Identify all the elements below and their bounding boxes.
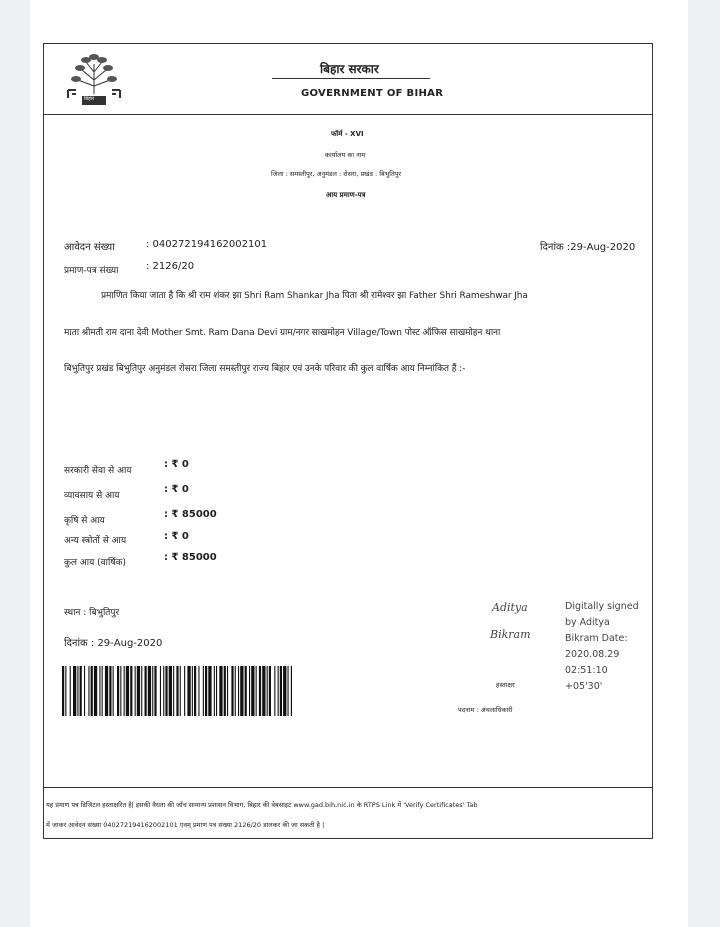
income-label-other: अन्य स्त्रोतों से आय <box>64 536 127 546</box>
footer-date: दिनांक : 29-Aug-2020 <box>64 638 163 649</box>
barcode-bar <box>184 666 185 716</box>
barcode-bar <box>152 666 153 716</box>
barcode-bar <box>117 666 119 716</box>
barcode-bar <box>205 666 207 716</box>
issue-date: दिनांक :29-Aug-2020 <box>540 242 636 253</box>
certificate-frame <box>43 43 653 839</box>
barcode-bar <box>291 666 292 716</box>
income-value-total: : ₹ 85000 <box>164 552 217 563</box>
barcode-bar <box>227 666 228 716</box>
place: स्थान : बिभुतिपुर <box>64 608 120 618</box>
barcode-bar <box>267 666 268 716</box>
header-divider <box>44 114 652 115</box>
barcode-bar <box>288 666 289 716</box>
designation: पदनाम : अंचलाधिकारी <box>458 706 513 714</box>
barcode-bar <box>65 666 66 716</box>
barcode-bar <box>154 666 156 716</box>
title-rule <box>272 78 430 79</box>
income-value-agriculture: : ₹ 85000 <box>164 509 217 520</box>
signature-label: हस्ताक्षर <box>496 681 515 689</box>
barcode-bar <box>176 666 178 716</box>
barcode-bar <box>187 666 190 716</box>
barcode-bar <box>192 666 193 716</box>
office-details: जिला : समस्तीपुर, अनुमंडल : रोसरा, प्रखंड : बिभुतिपुर <box>271 170 401 178</box>
application-number-label: आवेदन संख्या <box>64 242 115 253</box>
header-title-hindi: बिहार सरकार <box>320 62 379 76</box>
barcode-bar <box>262 666 265 716</box>
barcode-bar <box>80 666 82 716</box>
barcode-bar <box>62 666 64 716</box>
barcode-bar <box>137 666 140 716</box>
barcode-bar <box>280 666 282 716</box>
barcode-bar <box>194 666 196 716</box>
barcode-bar <box>73 666 76 716</box>
barcode-bar <box>240 666 243 716</box>
barcode-bar <box>203 666 204 716</box>
signature-name-2: Bikram <box>490 628 531 641</box>
barcode-bar <box>120 666 121 716</box>
income-label-business: व्यावसाय से आय <box>64 491 120 501</box>
barcode-bar <box>238 666 239 716</box>
signature-name-1: Aditya <box>492 601 528 614</box>
barcode-bar <box>148 666 151 716</box>
barcode <box>62 666 292 716</box>
barcode-bar <box>256 666 257 716</box>
barcode-bar <box>173 666 174 716</box>
income-label-total: कुल आय (वार्षिक) <box>64 558 126 568</box>
certificate-number-value: : 2126/20 <box>146 261 195 272</box>
income-value-other: : ₹ 0 <box>164 531 189 542</box>
barcode-bar <box>219 666 222 716</box>
header-title-english: GOVERNMENT OF BIHAR <box>301 88 444 99</box>
barcode-bar <box>141 666 142 716</box>
barcode-bar <box>160 666 161 716</box>
barcode-bar <box>283 666 286 716</box>
barcode-bar <box>88 666 89 716</box>
barcode-bar <box>208 666 211 716</box>
barcode-bar <box>130 666 132 716</box>
income-label-govt-service: सरकारी सेवा से आय <box>64 466 132 476</box>
barcode-bar <box>91 666 93 716</box>
certificate-title: आय प्रमाण-पत्र <box>326 191 366 199</box>
certificate-page <box>30 0 688 927</box>
barcode-bar <box>249 666 250 716</box>
barcode-bar <box>251 666 254 716</box>
barcode-bar <box>169 666 172 716</box>
barcode-bar <box>274 666 275 716</box>
income-value-business: : ₹ 0 <box>164 484 189 495</box>
barcode-bar <box>84 666 85 716</box>
verification-note-line-2: में जाकर आवेदन संख्या 040272194162002101 एवम् प्रमाण पत्र संख्या 2126/20 डालकर की जा सकती है | <box>46 821 325 829</box>
certificate-text-line-2: माता श्रीमती राम दाना देवी Mother Smt. Ram Dana Devi ग्राम/नगर साखमोहन Village/Town पोस्ट ऑफिस साखमोहन थाना <box>64 328 501 338</box>
barcode-bar <box>163 666 164 716</box>
barcode-bar <box>145 666 147 716</box>
application-number-value: : 040272194162002101 <box>146 239 268 250</box>
form-number: फॉर्म - XVI <box>331 130 364 138</box>
verification-note-line-1: यह प्रमाण पत्र डिजिटल हस्ताक्षरित है| इसकी वैधता की जाँच सामान्य प्रशासन विभाग, बिहार की वेबसाइट www.gad.bih.nic.in के RTPS Link में 'Verify Certificates' Tab <box>46 801 478 809</box>
barcode-bar <box>165 666 167 716</box>
barcode-bar <box>245 666 247 716</box>
barcode-bar <box>224 666 226 716</box>
barcode-bar <box>77 666 78 716</box>
barcode-bar <box>216 666 217 716</box>
barcode-bar <box>109 666 111 716</box>
barcode-bar <box>214 666 215 716</box>
barcode-bar <box>259 666 261 716</box>
barcode-bar <box>235 666 236 716</box>
barcode-bar <box>105 666 108 716</box>
office-label: कार्यालय का नाम <box>325 151 366 159</box>
barcode-bar <box>180 666 181 716</box>
certificate-number-label: प्रमाण-पत्र संख्या <box>64 266 119 276</box>
barcode-bar <box>113 666 114 716</box>
barcode-bar <box>70 666 71 716</box>
income-label-agriculture: कृषि से आय <box>64 516 105 526</box>
digital-signature-block: Digitally signed by Aditya Bikram Date: 2020.08.29 02:51:10 +05'30' <box>565 601 639 692</box>
emblem-label: बिहार <box>84 96 95 102</box>
footer-divider <box>44 787 652 788</box>
certificate-text-line-3: बिभुतिपुर प्रखंड बिभुतिपुर अनुमंडल रोसरा जिला समस्तीपुर राज्य बिहार एवं उनके परिवार की कुल वार्षिक आय निम्नांकित हैं :- <box>64 364 466 374</box>
barcode-bar <box>126 666 129 716</box>
barcode-bar <box>124 666 125 716</box>
certificate-text-line-1: प्रमाणित किया जाता है कि श्री राम शंकर झा Shri Ram Shankar Jha पिता श्री रामेश्वर झा Father Shri Rameshwar Jha <box>101 291 528 301</box>
barcode-bar <box>231 666 233 716</box>
barcode-bar <box>99 666 100 716</box>
barcode-bar <box>198 666 199 716</box>
barcode-bar <box>269 666 271 716</box>
barcode-bar <box>278 666 279 716</box>
barcode-bar <box>94 666 97 716</box>
barcode-bar <box>102 666 103 716</box>
income-value-govt-service: : ₹ 0 <box>164 459 189 470</box>
barcode-bar <box>135 666 136 716</box>
